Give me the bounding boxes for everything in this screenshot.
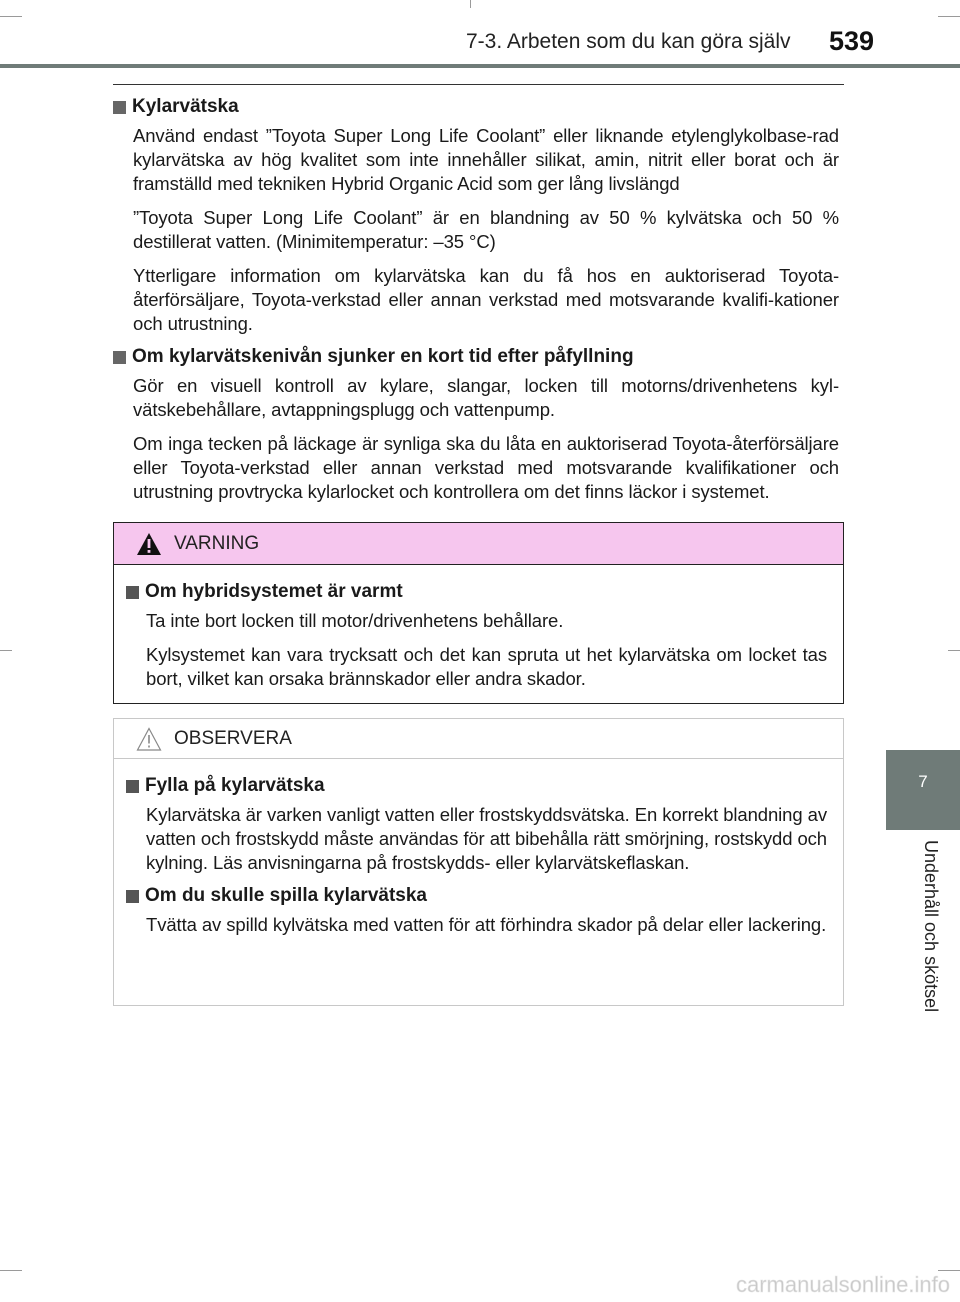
warning-item-heading: Om hybridsystemet är varmt — [126, 579, 827, 605]
paragraph: Kylsystemet kan vara trycksatt och det kan spruta ut het kylarvätska om locket tas bort, vilket kan orsaka brännskador eller andra skador. — [146, 644, 827, 689]
chapter-label: Underhåll och skötsel — [921, 840, 941, 1013]
notice-item-heading: Fylla på kylarvätska — [126, 773, 827, 799]
notice-item-heading: Om du skulle spilla kylarvätska — [126, 883, 827, 909]
crop-mark — [470, 0, 471, 8]
header-section-title: 7-3. Arbeten som du kan göra själv — [466, 30, 791, 53]
notice-box-body — [114, 759, 843, 937]
notice-label: OBSERVERA — [174, 727, 292, 749]
watermark — [550, 1270, 950, 1298]
chapter-number: 7 — [918, 772, 928, 791]
square-bullet-icon — [126, 890, 139, 903]
notice-box — [113, 718, 844, 1006]
paragraph: Ytterligare information om kylarvätska kan du få hos en auktoriserad Toyota-återförsäljare, Toyota-verkstad eller annan verkstad med motsvarande kvalifi-kationer och utrustning. — [133, 265, 839, 334]
chapter-tab[interactable] — [886, 750, 960, 830]
warning-box — [113, 522, 844, 704]
notice-box-header — [114, 719, 843, 759]
page-number: 539 — [829, 26, 875, 56]
paragraph: Använd endast ”Toyota Super Long Life Coolant” eller liknande etylenglykolbase-rad kylarvätska av hög kvalitet som inte innehåller silikat, amin, nitrit eller borat och är framställd med tekniken Hybrid Organic Acid som ger lång livslängd — [133, 125, 839, 194]
paragraph: Kylarvätska är varken vanligt vatten eller frostskyddsvätska. En korrekt blandning av vatten och frostskydd måste användas för att bibehålla rätt smörjning, rostskydd och kylning. Läs anvisningarna på frostskydds- eller kylarvätskeflaskan. — [146, 804, 827, 873]
paragraph: Gör en visuell kontroll av kylare, slangar, locken till motorns/drivenhetens kyl-vätskebehållare, avtappningsplugg och vattenpump. — [133, 375, 839, 420]
crop-mark — [938, 16, 960, 17]
crop-mark — [0, 1270, 22, 1271]
main-content — [113, 94, 839, 504]
section-heading: Om kylarvätskenivån sjunker en kort tid efter påfyllning — [113, 344, 839, 370]
crop-mark — [0, 16, 22, 17]
warning-label: VARNING — [174, 532, 260, 554]
warning-box-header — [114, 523, 843, 565]
warning-box-body — [114, 565, 843, 691]
content-top-rule — [113, 84, 844, 85]
paragraph: Tvätta av spilld kylvätska med vatten för att förhindra skador på delar eller lackering. — [146, 914, 827, 935]
square-bullet-icon — [126, 780, 139, 793]
crop-mark — [948, 650, 960, 651]
paragraph: Ta inte bort locken till motor/drivenhetens behållare. — [146, 610, 564, 631]
square-bullet-icon — [113, 101, 126, 114]
paragraph: Om inga tecken på läckage är synliga ska du låta en auktoriserad Toyota-återförsäljare eller Toyota-verkstad eller annan verkstad med motsvarande kvalifikationer och utrustning provtrycka kylarlocket och kontrollera om det finns läckor i systemet. — [133, 433, 839, 502]
square-bullet-icon — [113, 351, 126, 364]
caution-triangle-outline-icon — [136, 727, 162, 751]
warning-triangle-icon — [136, 532, 162, 556]
square-bullet-icon — [126, 586, 139, 599]
watermark-text: carmanualsonline.info — [735, 1272, 950, 1297]
section-heading: Kylarvätska — [113, 94, 839, 120]
header-rule — [0, 64, 960, 68]
crop-mark — [0, 650, 12, 651]
paragraph: ”Toyota Super Long Life Coolant” är en blandning av 50 % kylvätska och 50 % destillerat vatten. (Minimitemperatur: –35 °C) — [133, 207, 839, 252]
